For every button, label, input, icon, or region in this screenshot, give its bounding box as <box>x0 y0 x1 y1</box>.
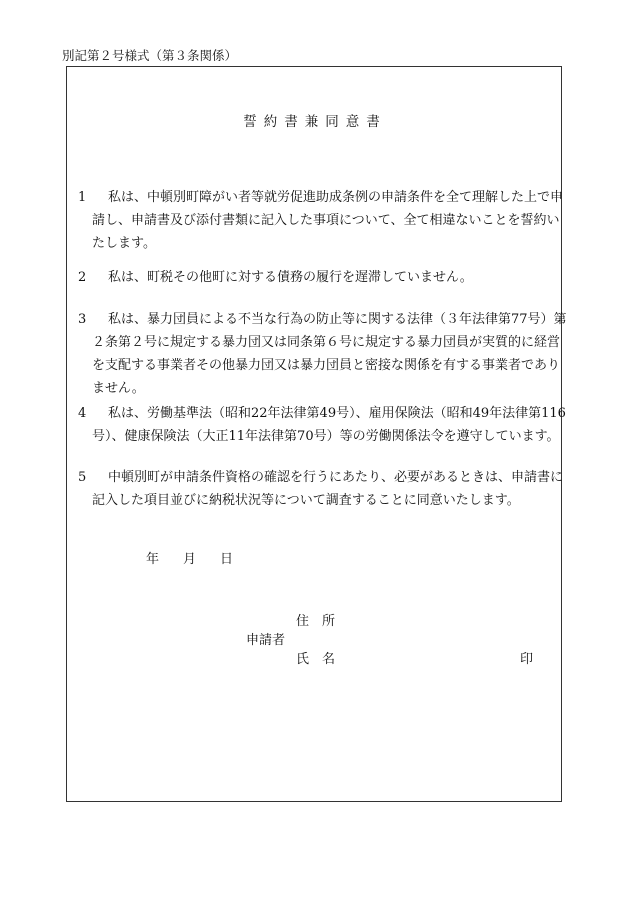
clause-number: 4 <box>78 406 87 421</box>
clause-3 <box>78 308 567 400</box>
clause-number: 3 <box>78 312 87 327</box>
address-label: 住 所 <box>296 614 336 629</box>
seal-mark: 印 <box>520 652 534 667</box>
applicant-label: 申請者 <box>246 633 286 648</box>
clause-1 <box>78 186 564 255</box>
clause-line: を支配する事業者その他暴力団又は暴力団員と密接な関係を有する事業者であり <box>92 358 561 373</box>
clause-5 <box>78 466 564 512</box>
clause-line: 号）、健康保険法（大正11年法律第70号）等の労働関係法令を遵守しています。 <box>92 429 560 444</box>
date-month: 月 <box>183 552 197 567</box>
clause-line: 私は、町税その他町に対する債務の履行を遅滞していません。 <box>108 270 473 285</box>
clause-line: 記入した項目並びに納税状況等について調査することに同意いたします。 <box>92 493 520 508</box>
clause-line: 中頓別町が申請条件資格の確認を行うにあたり、必要があるときは、申請書に <box>108 470 564 485</box>
date-year: 年 <box>146 552 160 567</box>
clause-2 <box>78 266 548 289</box>
clause-body <box>78 402 566 448</box>
clause-line: 私は、中頓別町障がい者等就労促進助成条例の申請条件を全て理解した上で申 <box>108 190 564 205</box>
clause-body <box>78 308 567 400</box>
clause-number: 2 <box>78 270 87 285</box>
clause-number: 5 <box>78 470 87 485</box>
clause-line: ません。 <box>92 381 145 396</box>
form-label: 別記第２号様式（第３条関係） <box>62 48 238 63</box>
clause-line: たします。 <box>92 236 156 251</box>
clause-line: 私は、暴力団員による不当な行為の防止等に関する法律（３年法律第77号）第 <box>108 312 567 327</box>
clause-line: ２条第２号に規定する暴力団又は同条第６号に規定する暴力団員が実質的に経営 <box>92 335 561 350</box>
document-title: 誓約書兼同意書 <box>243 114 387 130</box>
clause-body <box>78 186 564 255</box>
clause-number: 1 <box>78 190 87 205</box>
name-label: 氏 名 <box>296 652 336 667</box>
date-day: 日 <box>220 552 234 567</box>
clause-line: 請し、申請書及び添付書類に記入した事項について、全て相違ないことを誓約い <box>92 213 560 228</box>
clause-body <box>78 466 564 512</box>
clause-body <box>78 266 548 289</box>
clause-4 <box>78 402 566 448</box>
clause-line: 私は、労働基準法（昭和22年法律第49号）、雇用保険法（昭和49年法律第116 <box>108 406 566 421</box>
